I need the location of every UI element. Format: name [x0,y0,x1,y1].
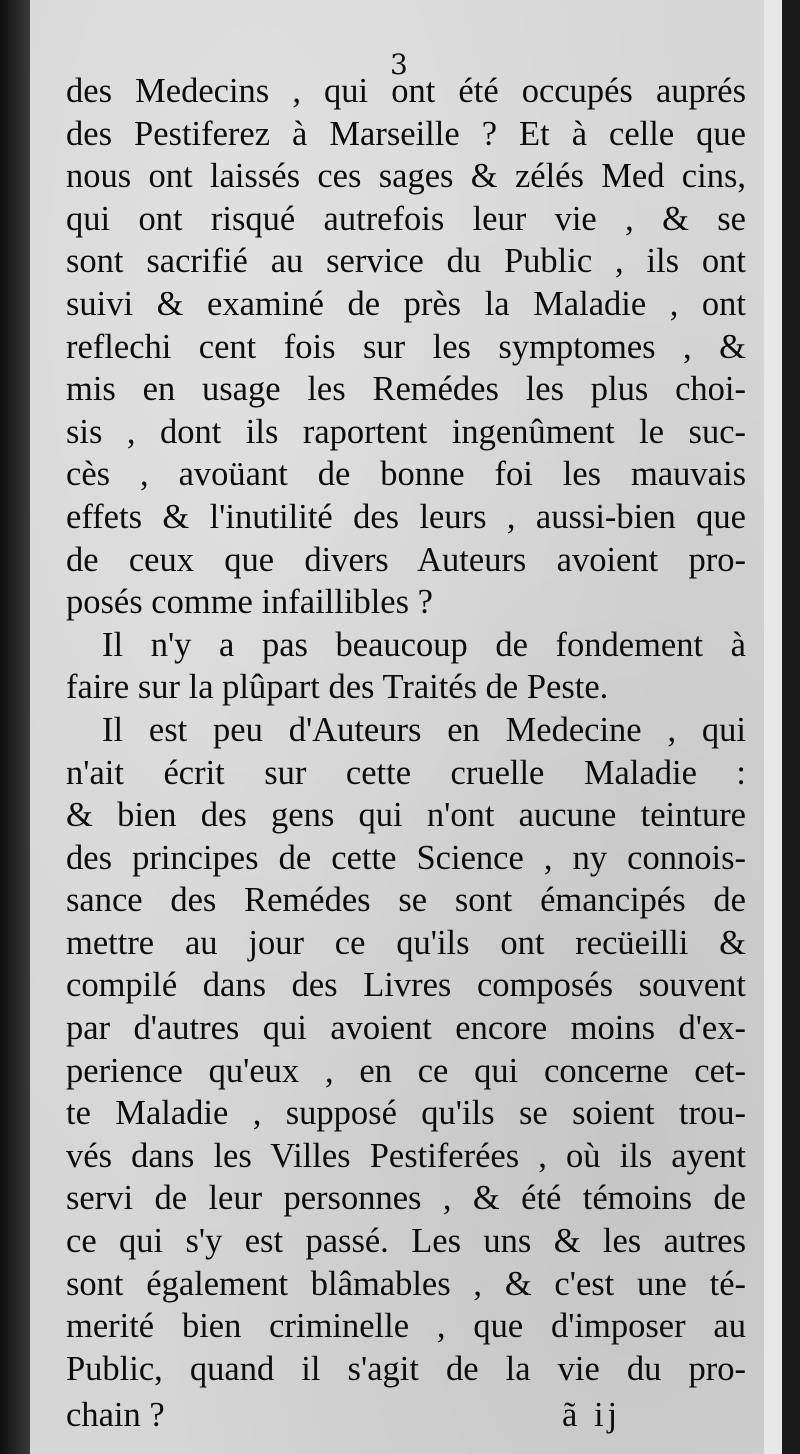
text-line: mis en usage les Remédes les plus choi- [66,370,746,409]
text-line: sis , dont ils raportent ingenûment le suc- [66,412,746,451]
text-line: vés dans les Villes Pestiferées , où ils ayent [66,1136,746,1175]
text-line: qui ont risqué autrefois leur vie , & se [66,199,746,238]
text-line: servi de leur personnes , & été témoins de [66,1179,746,1218]
page-number: 3 [390,48,408,81]
catchline-word: chain ? [66,1396,165,1434]
text-line: mettre au jour ce qu'ils ont recüeilli & [66,923,746,962]
text-line: merité bien criminelle , que d'imposer au [66,1307,746,1346]
text-line: Public, quand il s'agit de la vie du pro- [66,1349,746,1388]
signature-mark: ã ij [562,1396,622,1434]
page-footer [66,1396,746,1438]
text-line: sont également blâmables , & c'est une té- [66,1264,746,1303]
text-line: perience qu'eux , en ce qui concerne cet- [66,1051,746,1090]
text-line: nous ont laissés ces sages & zélés Med cins, [66,157,746,196]
page-right-margin [764,0,782,1454]
text-line: par d'autres qui avoient encore moins d'ex- [66,1009,746,1048]
text-line: des Medecins , qui ont été occupés auprés [66,72,746,110]
text-line: sont sacrifié au service du Public , ils ont [66,242,746,281]
text-line: te Maladie , supposé qu'ils se soient trou- [66,1094,746,1133]
text-line: effets & l'inutilité des leurs , aussi-bien que [66,497,746,536]
paragraph-start-line: Il n'y a pas beaucoup de fondement à [102,625,746,664]
paragraph-start-line: Il est peu d'Auteurs en Medecine , qui [102,710,746,749]
text-line: faire sur la plûpart des Traités de Peste. [66,668,609,707]
text-line: des Pestiferez à Marseille ? Et à celle que [66,114,746,153]
text-line: compilé dans des Livres composés souvent [66,966,746,1005]
book-page [30,0,782,1454]
body-text [66,70,746,1390]
text-line: posés comme infaillibles ? [66,583,433,622]
text-line: ce qui s'y est passé. Les uns & les autres [66,1222,746,1261]
text-line: de ceux que divers Auteurs avoient pro- [66,540,746,579]
scan-left-edge [0,0,30,1454]
text-line: & bien des gens qui n'ont aucune teinture [66,796,746,835]
text-line: sance des Remédes se sont émancipés de [66,881,746,920]
text-line: n'ait écrit sur cette cruelle Maladie : [66,753,746,792]
text-line: des principes de cette Science , ny connois- [66,838,746,877]
text-line: cès , avoüant de bonne foi les mauvais [66,455,746,494]
text-line: suivi & examiné de près la Maladie , ont [66,284,746,323]
text-line: reflechi cent fois sur les symptomes , & [66,327,746,366]
